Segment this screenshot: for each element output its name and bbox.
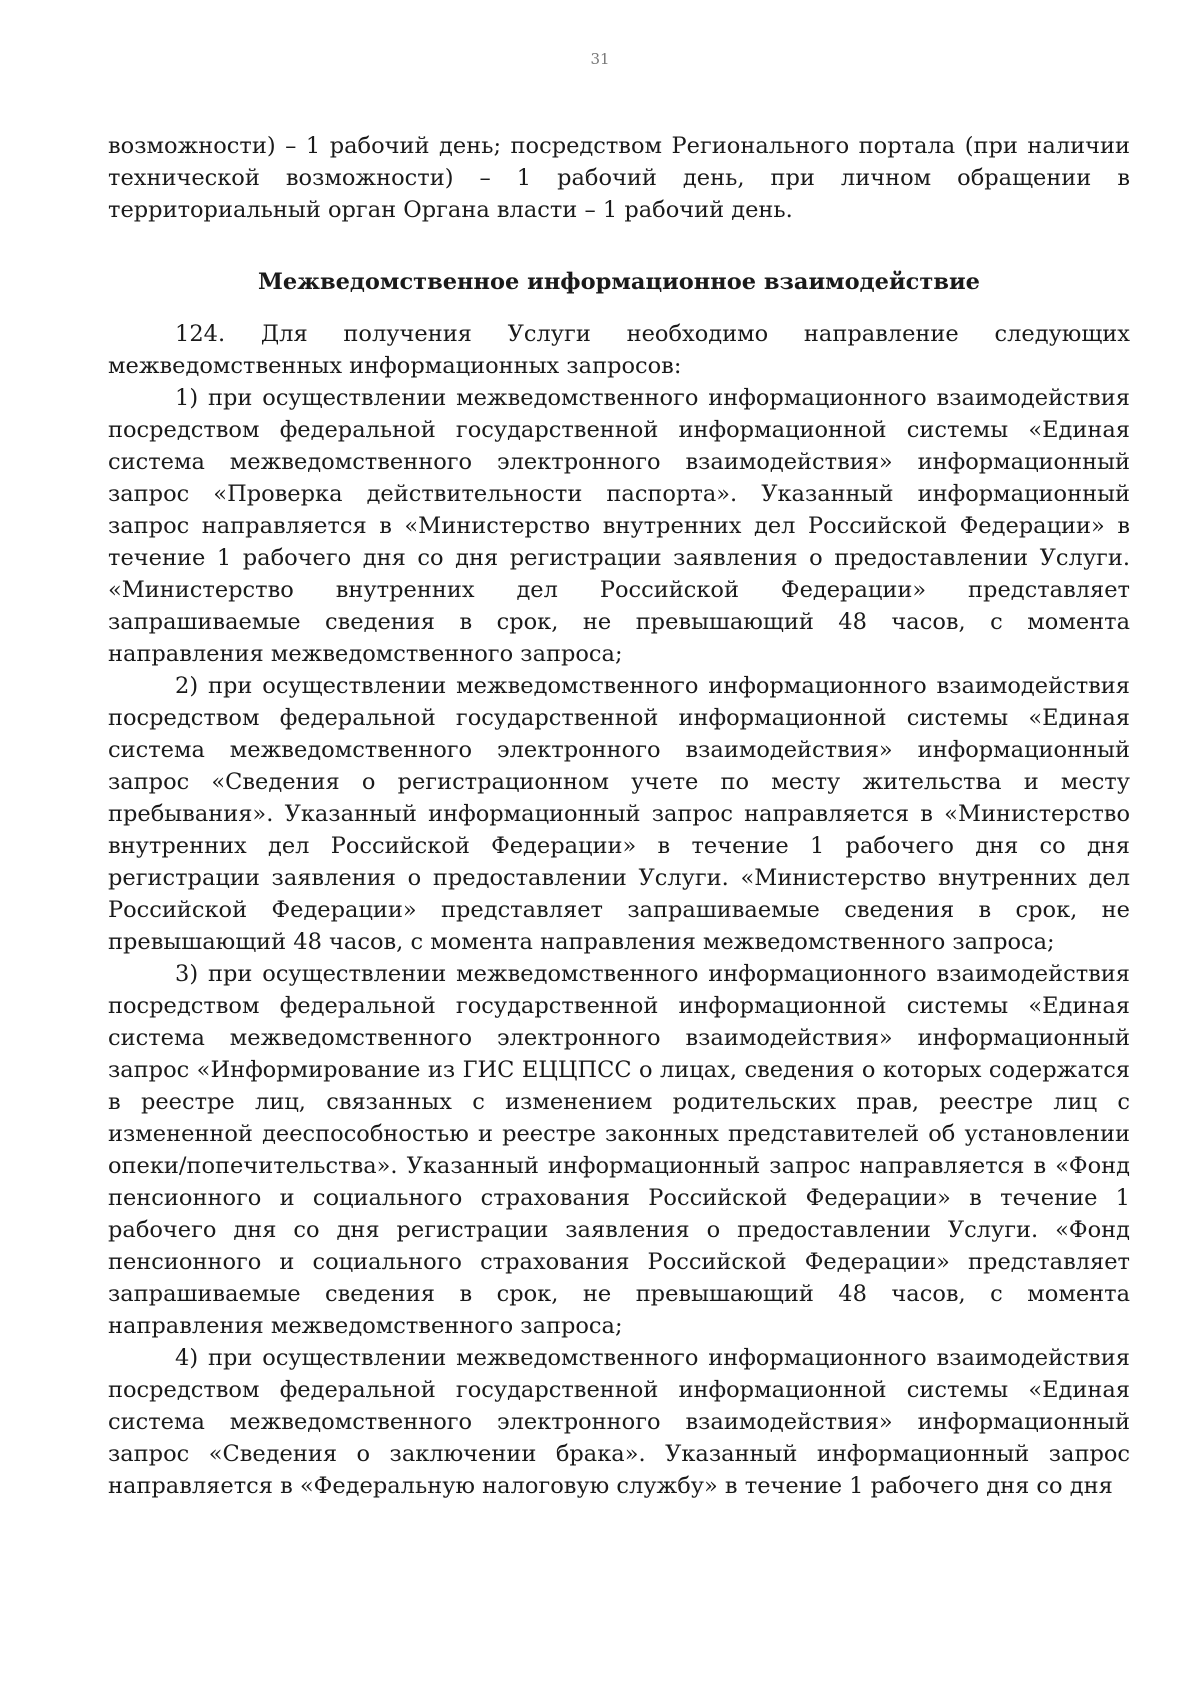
list-item-3: 3) при осуществлении межведомственного информационного взаимодействия посредством федеральной государственной информационной системы «Единая система межведомственного электронного взаимодействия» информационный запрос «Информирование из ГИС ЕЦЦПСС о лицах, сведения о которых содержатся в реестре лиц, связанных с изменением родительских прав, реестре лиц с измененной дееспособностью и реестре законных представителей об установлении опеки/попечительства». Указанный информационный запрос направляется в «Фонд пенсионного и социального страхования Российской Федерации» в течение 1 рабочего дня со дня регистрации заявления о предоставлении Услуги. «Фонд пенсионного и социального страхования Российской Федерации» представляет запрашиваемые сведения в срок, не превышающий 48 часов, с момента направления межведомственного запроса; [108, 961, 1130, 1339]
intro-paragraph: возможности) – 1 рабочий день; посредством Регионального портала (при наличии технической возможности) – 1 рабочий день, при личном обращении в территориальный орган Органа власти – 1 рабочий день. [108, 133, 1130, 223]
list-item-4: 4) при осуществлении межведомственного информационного взаимодействия посредством федеральной государственной информационной системы «Единая система межведомственного электронного взаимодействия» информационный запрос «Сведения о заключении брака». Указанный информационный запрос направляется в «Федеральную налоговую службу» в течение 1 рабочего дня со дня [108, 1345, 1130, 1499]
paragraph-124: 124. Для получения Услуги необходимо направление следующих межведомственных информационных запросов: [108, 321, 1130, 379]
page-number: 31 [590, 50, 610, 68]
section-heading: Межведомственное информационное взаимодействие [258, 269, 980, 295]
document-body [108, 130, 1130, 1502]
list-item-1: 1) при осуществлении межведомственного информационного взаимодействия посредством федеральной государственной информационной системы «Единая система межведомственного электронного взаимодействия» информационный запрос «Проверка действительности паспорта». Указанный информационный запрос направляется в «Министерство внутренних дел Российской Федерации» в течение 1 рабочего дня со дня регистрации заявления о предоставлении Услуги. «Министерство внутренних дел Российской Федерации» представляет запрашиваемые сведения в срок, не превышающий 48 часов, с момента направления межведомственного запроса; [108, 385, 1130, 667]
list-item-2: 2) при осуществлении межведомственного информационного взаимодействия посредством федеральной государственной информационной системы «Единая система межведомственного электронного взаимодействия» информационный запрос «Сведения о регистрационном учете по месту жительства и месту пребывания». Указанный информационный запрос направляется в «Министерство внутренних дел Российской Федерации» в течение 1 рабочего дня со дня регистрации заявления о предоставлении Услуги. «Министерство внутренних дел Российской Федерации» представляет запрашиваемые сведения в срок, не превышающий 48 часов, с момента направления межведомственного запроса; [108, 673, 1130, 955]
